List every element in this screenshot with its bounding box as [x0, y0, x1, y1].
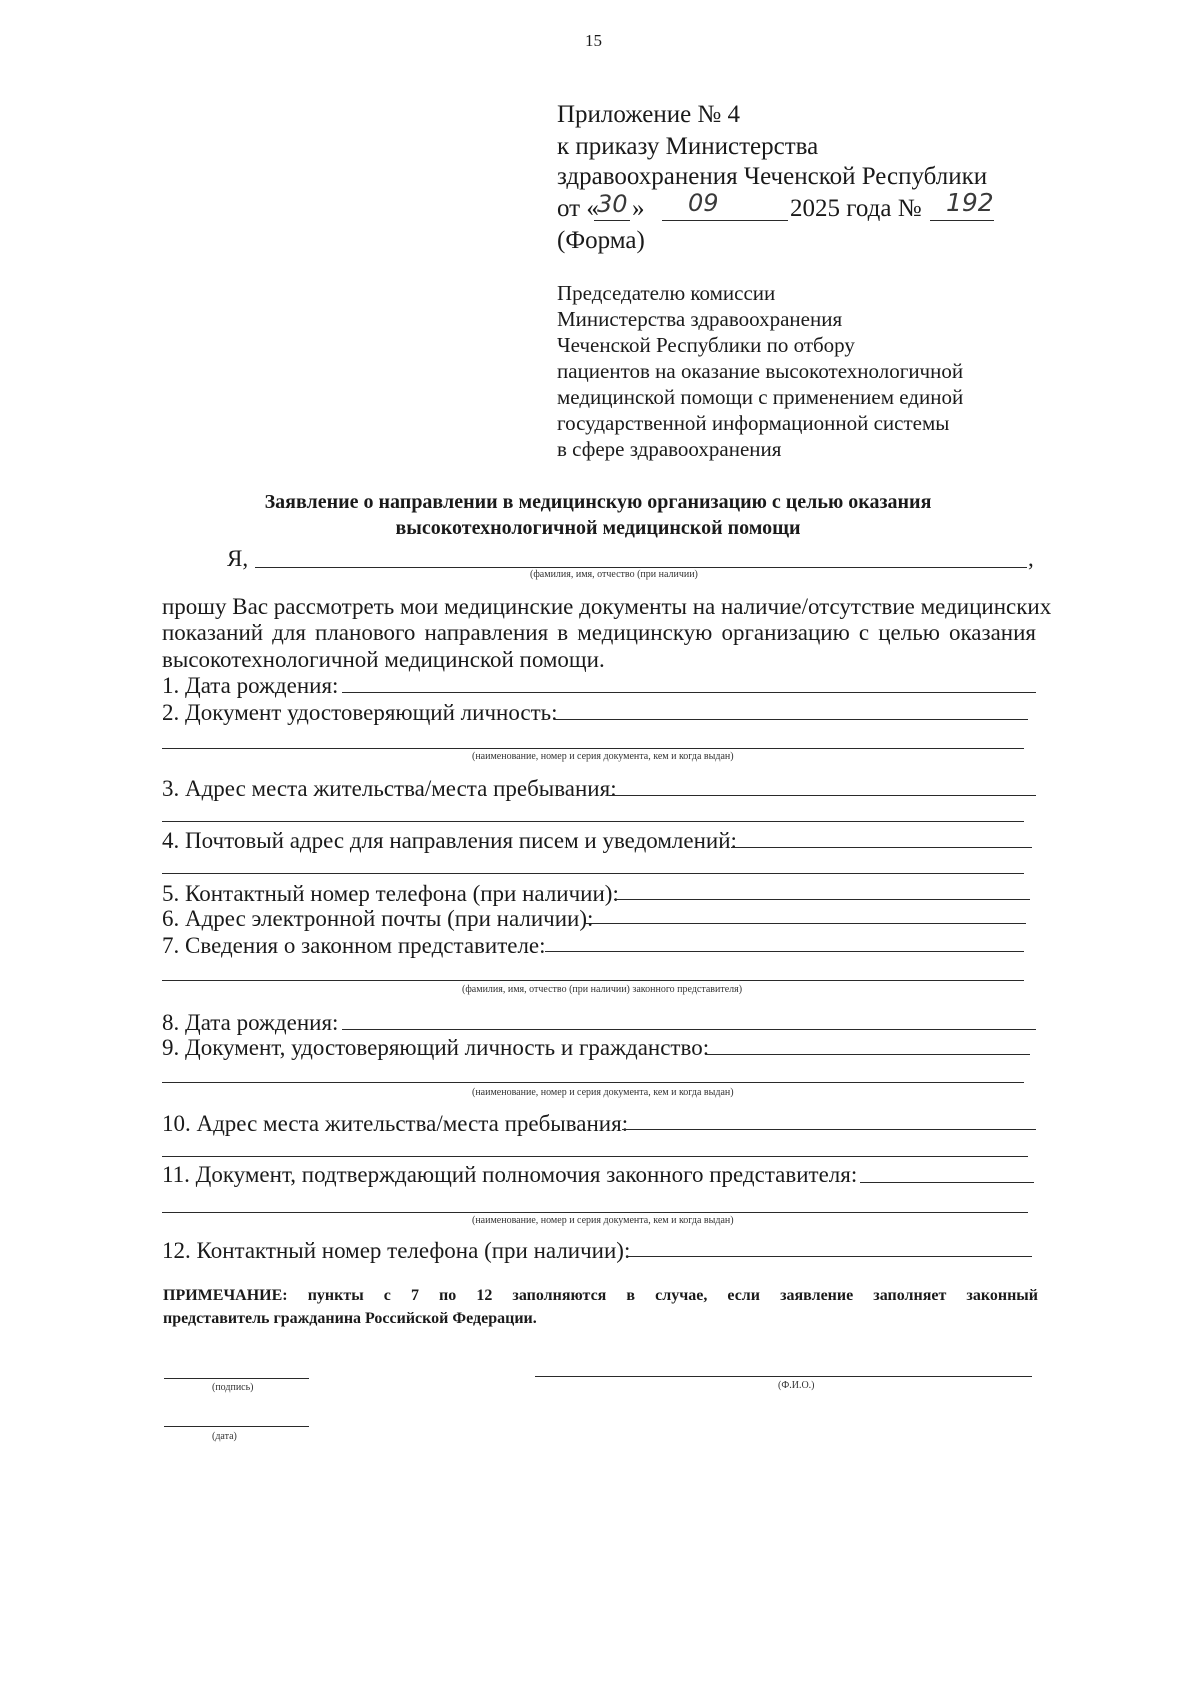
- order-date-mid: »: [632, 195, 645, 222]
- addressee-line: медицинской помощи с применением единой: [557, 385, 964, 409]
- field-8-label: 8. Дата рождения:: [162, 1010, 339, 1035]
- field-12-label: 12. Контактный номер телефона (при наличии):: [162, 1238, 631, 1263]
- field-4-label: 4. Почтовый адрес для направления писем и уведомлений:: [162, 828, 737, 853]
- order-day-underline: [594, 220, 630, 221]
- applicant-suffix: ,: [1028, 546, 1034, 571]
- note-text-1: пункты с 7 по 12 заполняются в случае, если заявление заполняет законный: [307, 1287, 1038, 1304]
- addressee-line: Председателю комиссии: [557, 281, 776, 305]
- order-number-underline: [930, 220, 994, 221]
- field-2-caption: (наименование, номер и серия документа, кем и когда выдан): [472, 751, 734, 762]
- date-caption: (дата): [212, 1431, 237, 1442]
- order-year: 2025 года №: [790, 195, 922, 222]
- field-10-input-continued[interactable]: [162, 1156, 1028, 1157]
- field-3-input[interactable]: [609, 795, 1036, 796]
- request-line-1: прошу Вас рассмотреть мои медицинские документы на наличие/отсутствие медицинских: [162, 594, 1052, 619]
- full-name-caption: (Ф.И.О.): [778, 1380, 815, 1391]
- applicant-prefix: Я,: [227, 546, 249, 571]
- addressee-line: Министерства здравоохранения: [557, 307, 843, 331]
- signature-field[interactable]: [164, 1378, 309, 1379]
- field-2-input-continued[interactable]: [162, 748, 1024, 749]
- field-8-input[interactable]: [342, 1029, 1036, 1030]
- order-number: 192: [946, 188, 994, 217]
- order-day: 30: [597, 190, 628, 218]
- order-month: 09: [688, 189, 719, 217]
- field-4-input[interactable]: [731, 847, 1032, 848]
- field-11-input[interactable]: [860, 1182, 1034, 1183]
- field-3-label: 3. Адрес места жительства/места пребывания:: [162, 776, 617, 801]
- order-date-prefix: от «: [557, 195, 599, 222]
- full-name-field[interactable]: [535, 1376, 1032, 1377]
- addressee-line: Чеченской Республики по отбору: [557, 333, 855, 357]
- field-6-label: 6. Адрес электронной почты (при наличии):: [162, 906, 594, 931]
- field-5-input[interactable]: [614, 899, 1030, 900]
- field-9-caption: (наименование, номер и серия документа, кем и когда выдан): [472, 1087, 734, 1098]
- note-label: ПРИМЕЧАНИЕ:: [163, 1287, 288, 1304]
- appendix-label: Приложение № 4: [557, 101, 741, 128]
- applicant-caption: (фамилия, имя, отчество (при наличии): [530, 569, 698, 580]
- field-1-label: 1. Дата рождения:: [162, 673, 339, 698]
- field-7-input-continued[interactable]: [162, 980, 1024, 981]
- title-line-2: высокотехнологичной медицинской помощи: [395, 517, 801, 539]
- addressee-line: в сфере здравоохранения: [557, 437, 782, 461]
- title-line-1: Заявление о направлении в медицинскую организацию с целью оказания: [264, 491, 932, 513]
- field-7-input[interactable]: [545, 951, 1024, 952]
- field-10-input[interactable]: [622, 1129, 1036, 1130]
- page-number: 15: [585, 31, 602, 50]
- field-11-caption: (наименование, номер и серия документа, кем и когда выдан): [472, 1215, 734, 1226]
- field-2-label: 2. Документ удостоверяющий личность:: [162, 700, 558, 725]
- ministry-name: здравоохранения Чеченской Республики: [557, 163, 988, 190]
- field-4-input-continued[interactable]: [162, 873, 1024, 874]
- field-9-input-continued[interactable]: [162, 1082, 1024, 1083]
- signature-caption: (подпись): [212, 1382, 254, 1393]
- field-11-label: 11. Документ, подтверждающий полномочия законного представителя:: [162, 1162, 858, 1187]
- form-label: (Форма): [557, 227, 645, 254]
- note-line-2: представитель гражданина Российской Федерации.: [163, 1310, 537, 1327]
- field-10-label: 10. Адрес места жительства/места пребывания:: [162, 1111, 629, 1136]
- order-month-underline: [662, 220, 788, 221]
- field-11-input-continued[interactable]: [162, 1212, 1028, 1213]
- addressee-line: государственной информационной системы: [557, 411, 950, 435]
- field-1-input[interactable]: [342, 692, 1036, 693]
- addressee-line: пациентов на оказание высокотехнологичной: [557, 359, 964, 383]
- applicant-name-field[interactable]: [255, 567, 1027, 568]
- request-line-3: высокотехнологичной медицинской помощи.: [162, 647, 605, 672]
- order-reference: к приказу Министерства: [557, 133, 819, 160]
- request-line-2: показаний для планового направления в медицинскую организацию с целью оказания: [162, 620, 1036, 645]
- field-5-label: 5. Контактный номер телефона (при наличии):: [162, 881, 619, 906]
- field-12-input[interactable]: [626, 1256, 1032, 1257]
- field-9-input[interactable]: [706, 1054, 1030, 1055]
- field-2-input[interactable]: [554, 719, 1028, 720]
- field-3-input-continued[interactable]: [162, 821, 1024, 822]
- field-9-label: 9. Документ, удостоверяющий личность и гражданство:: [162, 1035, 710, 1060]
- field-6-input[interactable]: [585, 923, 1026, 924]
- date-field[interactable]: [164, 1426, 309, 1427]
- field-7-caption: (фамилия, имя, отчество (при наличии) законного представителя): [462, 984, 743, 995]
- field-7-label: 7. Сведения о законном представителе:: [162, 933, 546, 958]
- note-line-1: [163, 1287, 1038, 1305]
